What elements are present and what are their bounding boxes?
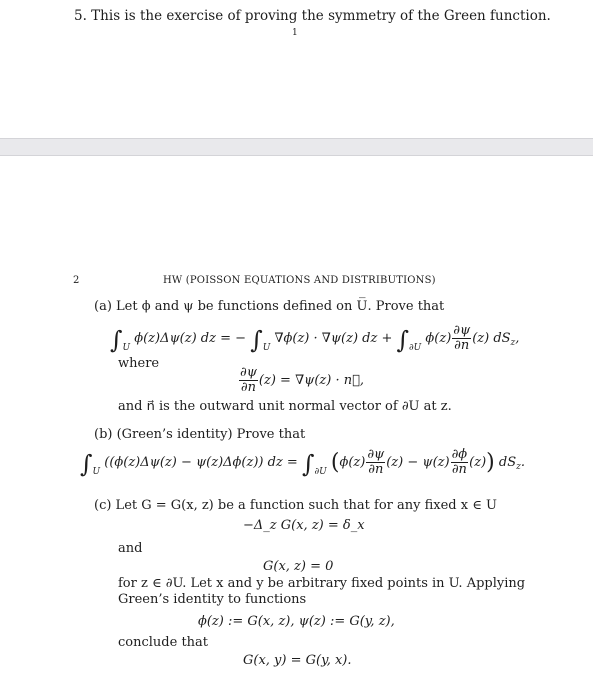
page-2 (0, 156, 593, 700)
boundary-dU: ∂U (314, 467, 327, 477)
exercise-title: 5. This is the exercise of proving the symmetry of the Green function. (74, 8, 551, 24)
dpsi-dn-fraction (366, 448, 385, 477)
where-label: where (118, 356, 160, 371)
function-definitions: ϕ(z) := G(x, z), ψ(z) := G(y, z), (198, 614, 395, 629)
integral-sign: ∫ (250, 326, 263, 354)
eq-a-rhs-sub: z (510, 338, 516, 348)
normal-vector-text: and n⃗ is the outward unit normal vector of ∂U at z. (118, 399, 452, 414)
frac-den: ∂n (454, 338, 470, 353)
page-number-2: 2 (73, 275, 80, 286)
right-paren: ) (486, 450, 495, 475)
part-c-line3: for z ∈ ∂U. Let x and y be arbitrary fixed points in U. Applying (118, 576, 526, 591)
dpsi-dn-fraction (239, 366, 258, 395)
eq-b-sub: z (516, 462, 521, 472)
eq-a-end: , (515, 331, 520, 346)
dphi-dn-fraction (451, 448, 469, 477)
eq-b-rhs-a: ϕ(z) (339, 455, 366, 470)
domain-U: U (92, 467, 101, 477)
boundary-condition-equation: G(x, z) = 0 (263, 559, 334, 574)
domain-U: U (262, 343, 271, 353)
part-c-line4: Green’s identity to functions (118, 592, 307, 607)
eq-b-rhs-b: (z) − ψ(z) (386, 455, 450, 470)
eq-b-lhs: ((ϕ(z)Δψ(z) − ψ(z)Δϕ(z)) dz = (104, 455, 298, 470)
eq-b-dot: . (520, 455, 526, 470)
eq-b-rhs-c: (z) (469, 455, 487, 470)
dpsi-dn-fraction (452, 324, 471, 353)
part-c-intro: (c) Let G = G(x, z) be a function such that for any fixed x ∈ U (94, 498, 497, 513)
integral-sign: ∫ (301, 450, 315, 478)
eq-a-rhs-pre: ϕ(z) (425, 331, 452, 346)
part-b-intro: (b) (Green’s identity) Prove that (94, 427, 306, 442)
part-a-intro: (a) Let ϕ and ψ be functions defined on U̅. Prove that (94, 299, 445, 314)
conclude-label: conclude that (118, 635, 209, 650)
green-laplacian-equation: −Δ_z G(x, z) = δ_x (243, 518, 365, 533)
boundary-dU: ∂U (409, 343, 422, 353)
page-separator (0, 138, 593, 156)
page-number-1: 1 (292, 28, 298, 38)
previous-page-tail (0, 0, 593, 138)
symmetry-equation: G(x, y) = G(y, x). (243, 653, 352, 668)
eq-a-rhs-post: (z) dS (472, 331, 511, 346)
page-header: HW (POISSON EQUATIONS AND DISTRIBUTIONS) (163, 275, 436, 286)
eq-a-lhs: ϕ(z)Δψ(z) dz = − (134, 331, 247, 346)
frac-num: ∂ψ (240, 365, 257, 380)
integral-sign: ∫ (80, 450, 93, 478)
greens-identity-equation (80, 448, 525, 478)
frac-den: ∂n (451, 462, 467, 477)
integral-sign: ∫ (396, 326, 410, 354)
def-rhs: (z) = ∇ψ(z) · n⃗, (258, 373, 365, 388)
part-a-equation (110, 324, 519, 354)
frac-den: ∂n (240, 380, 257, 395)
eq-b-end: dS (498, 455, 517, 470)
left-paren: ( (330, 450, 340, 475)
frac-den: ∂n (368, 462, 384, 477)
normal-derivative-definition (238, 366, 364, 395)
frac-num: ∂ψ (453, 323, 471, 338)
eq-a-mid: ∇ϕ(z) · ∇ψ(z) dz + (274, 331, 393, 346)
and-label: and (118, 541, 143, 556)
domain-U: U (122, 343, 131, 353)
integral-sign: ∫ (110, 326, 123, 354)
frac-num: ∂ϕ (451, 447, 468, 462)
frac-num: ∂ψ (367, 447, 385, 462)
